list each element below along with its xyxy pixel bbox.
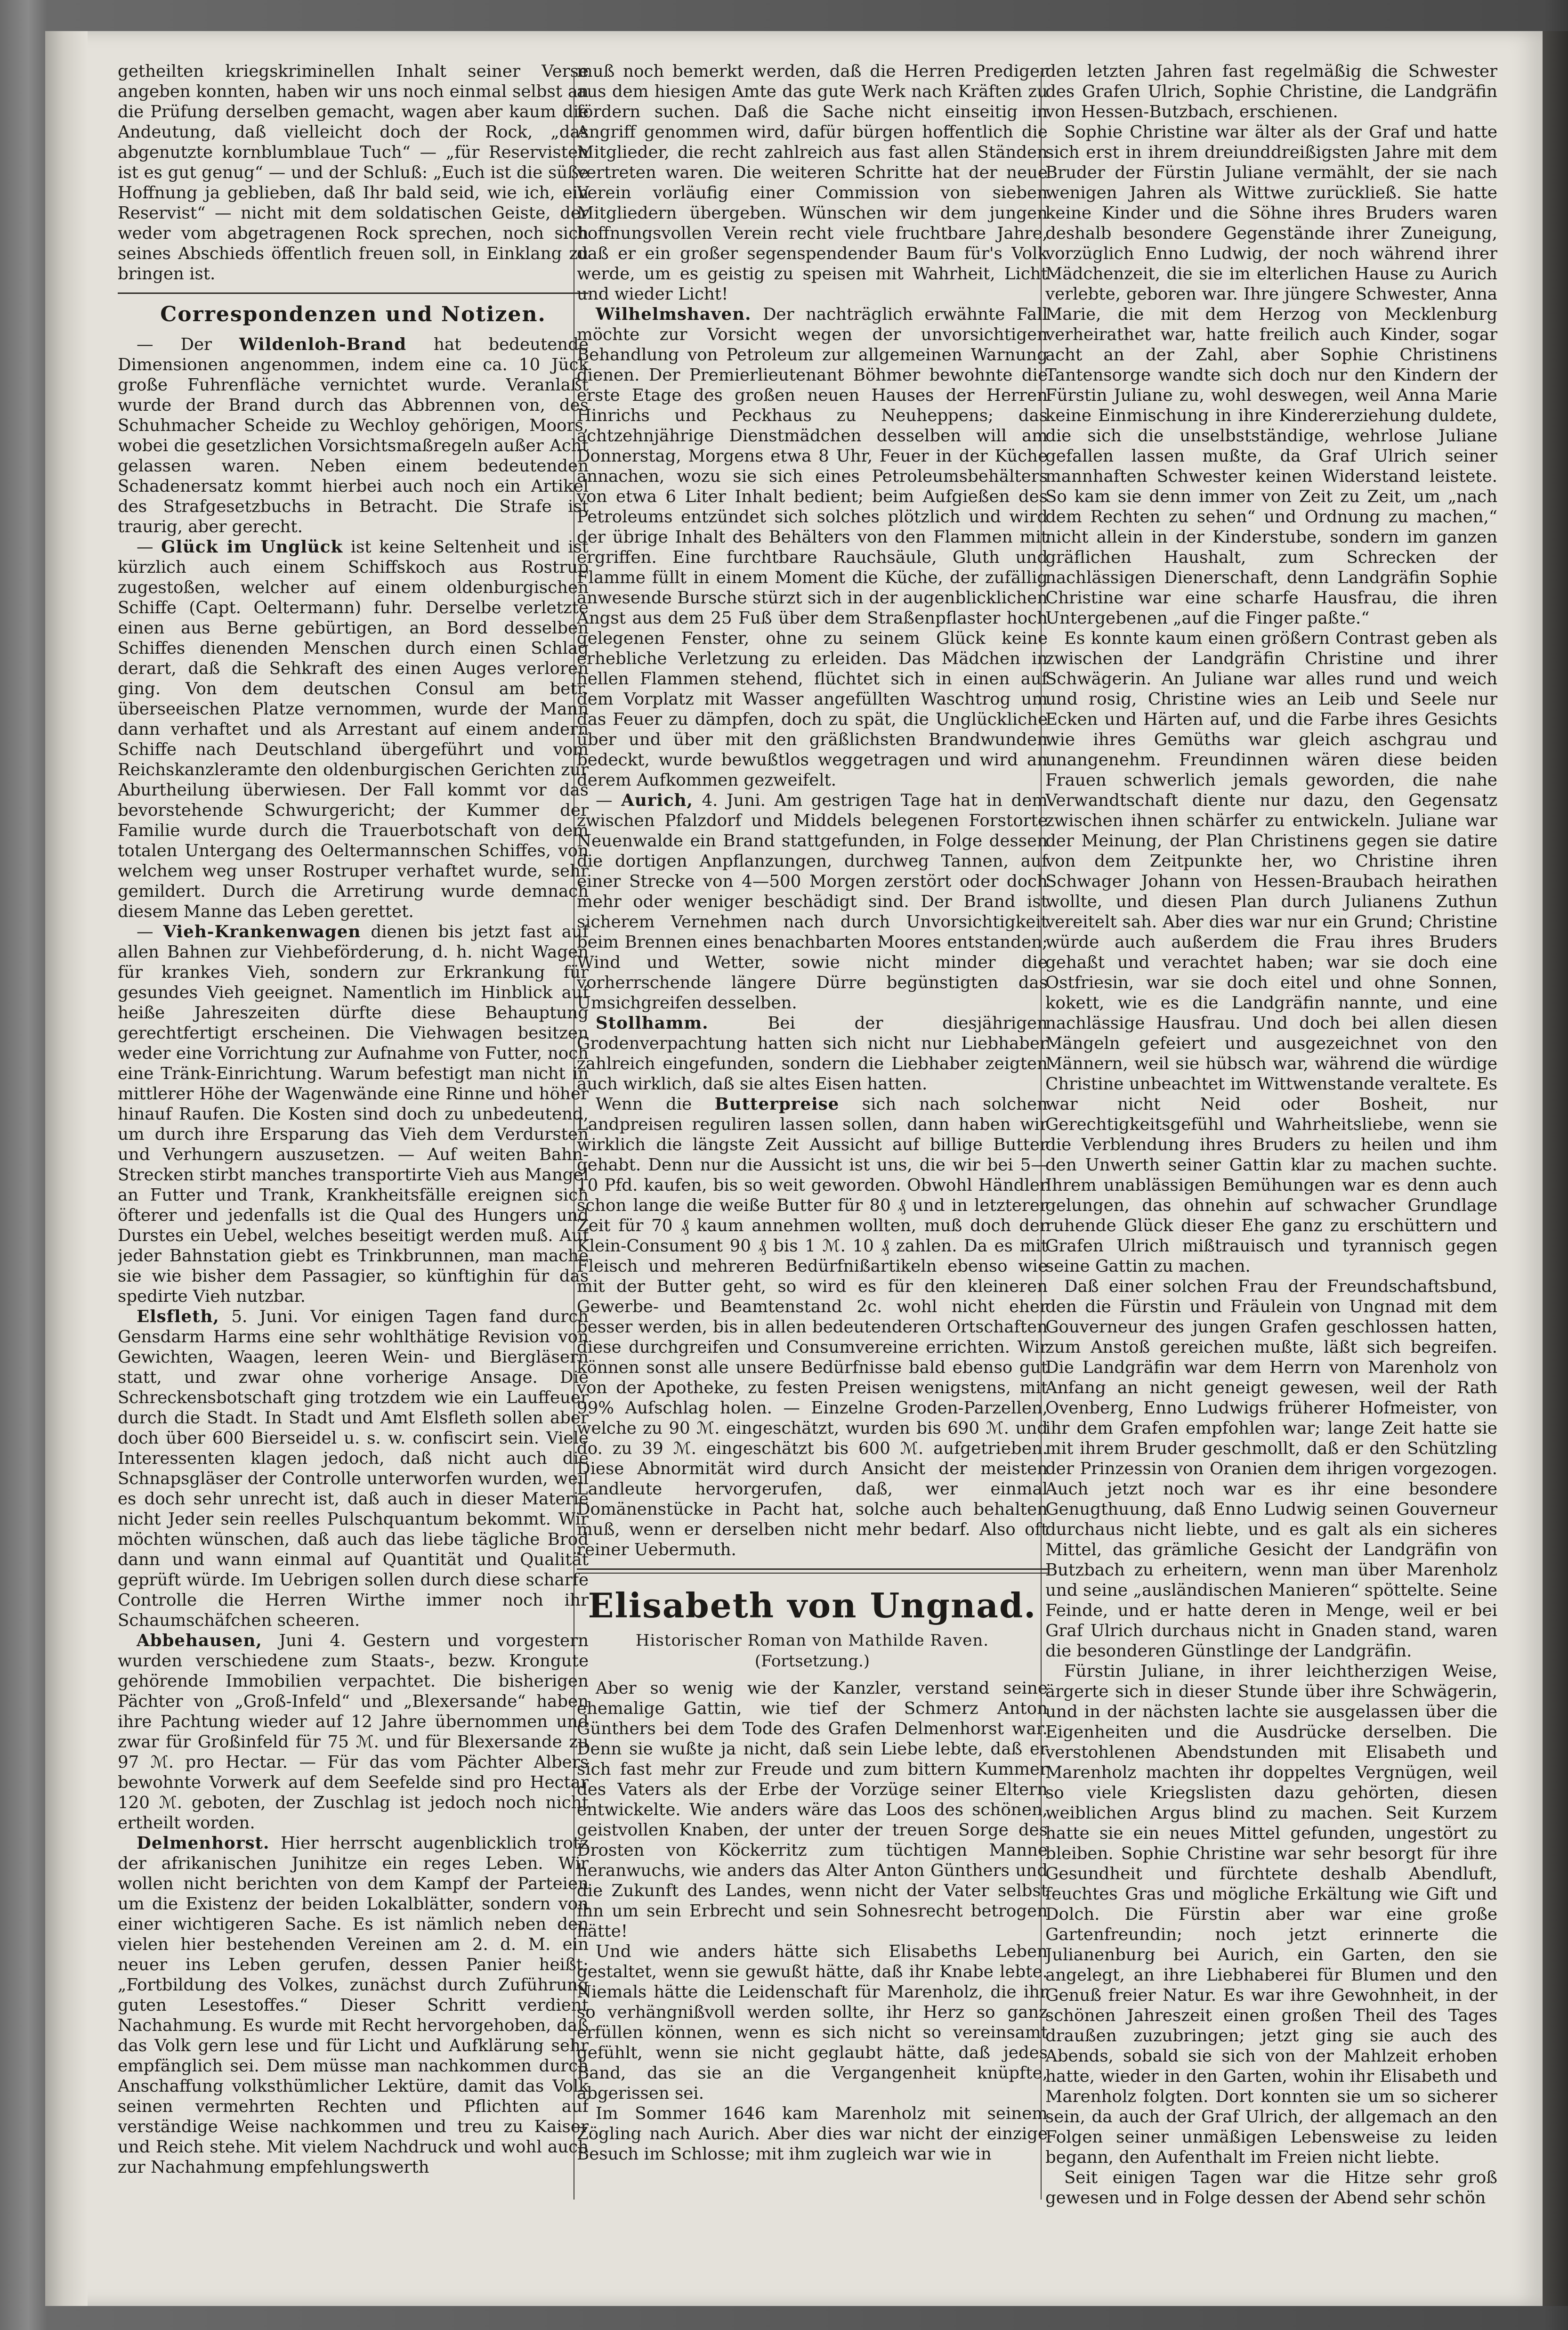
intro-paragraph: getheilten kriegskriminellen Inhalt seiner Verse angeben konnten, haben wir uns noch einmal selbst an die Prüfung derselben gemacht, wagen aber kaum die Andeutung, daß vielleicht doch der Rock, „das abgenutzte kornblumblaue Tuch“ — „für Reservisten ist es gut genug“ — und der Schluß: „Euch ist die süße Hoffnung ja geblieben, daß Ihr bald seid, wie ich, ein Reservist“ — nicht mit dem soldatischen Geiste, der weder vom abgetragenen Rock sprechen, noch sich seines Abschieds öffentlich freuen soll, in Einklang zu bringen ist. <box>118 62 589 284</box>
column-1 <box>118 61 589 2209</box>
novel-paragraph: den letzten Jahren fast regelmäßig die Schwester des Grafen Ulrich, Sophie Christine, die Landgräfin von Hessen-Butzbach, erschienen. <box>1045 62 1497 122</box>
feuilleton-divider-top <box>577 1568 1048 1570</box>
article-vieh: — Vieh-Krankenwagen dienen bis jetzt fast auf allen Bahnen zur Viehbeförderung, d. h. nicht Wagen für krankes Vieh, sondern zur Erkrankung für gesundes Vieh geeignet. Namentlich im Hinblick auf heiße Jahreszeiten dürfte diese Behauptung gerechtfertigt erscheinen. Die Viehwagen besitzen weder eine Vorrichtung zur Aufnahme von Futter, noch eine Tränk-Einrichtung. Warum befestigt man nicht in mittlerer Höhe der Wagenwände eine Rinne und höher hinauf Raufen. Die Kosten sind doch zu unbedeutend, um durch ihre Ersparung das Vieh dem Verdursten und Verhungern auszusetzen. — Auf weiten Bahn-Strecken stirbt manches transportirte Vieh aus Mangel an Futter und Trank, Krankheitsfälle ereignen sich öfterer und jedenfalls ist die Qual des Hungers und Durstes ein Uebel, welches beseitigt werden muß. Auf jeder Bahnstation giebt es Trinkbrunnen, man mache sie wie bisher dem Passagier, so künftighin für das spedirte Vieh nutzbar. <box>118 922 589 1306</box>
article-wilhelmshaven <box>577 304 1048 790</box>
article-abbehausen <box>118 1631 589 1833</box>
article-body: Der nachträglich erwähnte Fall möchte zur Vorsicht wegen der unvorsichtigen Behandlung von Petroleum zur allgemeinen Warnung dienen. Der Premierlieutenant Böhmer bewohnte die erste Etage des großen neuen Hauses der Herren Hinrichs und Peckhaus zu Neuheppens; das achtzehnjährige Dienstmädchen desselben will am Donnerstag, Morgens etwa 8 Uhr, Feuer in der Küche annachen, wozu sie sich eines Petroleumsbehälters von etwa 6 Liter Inhalt bedient; beim Aufgießen des Petroleums entzündet sich solches plötzlich und wird der übrige Inhalt des Behälters von den Flammen mit ergriffen. Eine furchtbare Rauchsäule, Gluth und Flamme füllt in einem Moment die Küche, der zufällig anwesende Bursche stürzt sich in der augenblicklichen Angst aus dem 25 Fuß über dem Straßenpflaster hoch gelegenen Fenster, ohne zu seinem Glück keine erhebliche Verletzung zu erleiden. Das Mädchen in hellen Flammen stehend, flüchtet sich in einen auf dem Vorplatz mit Wasser angefüllten Waschtrog um das Feuer zu dämpfen, doch zu spät, die Unglückliche über und über mit den gräßlichsten Brandwunden bedeckt, wurde bewußtlos weggetragen und wird an derem Aufkommen gezweifelt. <box>577 305 1048 790</box>
novel-subtitle: Historischer Roman von Mathilde Raven. <box>635 1631 989 1650</box>
article-heading: Aurich, <box>621 791 693 810</box>
article-heading: Stollhamm. <box>596 1014 709 1033</box>
article-body: ist keine Seltenheit und ist kürzlich auch einem Schiffskoch aus Rostrup zugestoßen, welcher auf einem oldenburgischen Schiffe (Capt. Oeltermann) fuhr. Derselbe verletzte einen aus Berne gebürtigen, an Bord desselben Schiffes dienenden Menschen durch einen Schlag derart, daß die Sehkraft des einen Auges verloren ging. Von dem deutschen Consul am betr. überseeischen Platze vernommen, wurde der Mann dann verhaftet und als Arrestant auf einem andern Schiffe nach Deutschland übergeführt und vom Reichskanzleramte den oldenburgischen Gerichten zur Aburtheilung überwiesen. Der Fall kommt vor das bevorstehende Schwurgericht; der Kummer der Familie wurde durch die Trauerbotschaft von dem totalen Untergang des Oeltermannschen Schiffes, von welchem weg unser Rostruper verhaftet wurde, sehr gemildert. Durch die Arretirung wurde demnach diesem Manne das Leben gerettet. <box>118 537 589 921</box>
novel-paragraph: Und wie anders hätte sich Elisabeths Leben gestaltet, wenn sie gewußt hätte, daß ihr Knabe lebte. Niemals hätte die Leidenschaft für Marenholz, die ihr so verhängnißvoll werden sollte, ihr Herz so ganz erfüllen können, wenn es sich nicht so vereinsamt gefühlt, wenn sie nicht geglaubt hätte, daß jedes Band, das sie an die Vergangenheit knüpfte, abgerissen sei. <box>577 1942 1048 2103</box>
article-wildenloh: — Der Wildenloh-Brand hat bedeutende Dimensionen angenommen, indem eine ca. 10 Jück große Fuhrenfläche vernichtet wurde. Veranlaßt wurde der Brand durch das Abbrennen von, des Schuhmacher Scheide zu Wechloy gehörigen, Moors, wobei die gesetzlichen Vorsichtsmaßregeln außer Acht gelassen waren. Neben einem bedeutenden Schadenersatz kommt hierbei auch noch ein Artikel des Strafgesetzbuchs in Betracht. Die Strafe ist traurig, aber gerecht. <box>118 335 589 536</box>
article-body: hat bedeutende Dimensionen angenommen, indem eine ca. 10 Jück große Fuhrenfläche vernichtet wurde. Veranlaßt wurde der Brand durch das Abbrennen von, des Schuhmacher Scheide zu Wechloy gehörigen, Moors, wobei die gesetzlichen Vorsichtsmaßregeln außer Acht gelassen waren. Neben einem bedeutenden Schadenersatz kommt hierbei auch noch ein Artikel des Strafgesetzbuchs in Betracht. Die Strafe ist traurig, aber gerecht. <box>118 335 589 536</box>
article-heading: Wildenloh-Brand <box>239 335 407 354</box>
novel-title: Elisabeth von Ungnad. <box>588 1585 1037 1625</box>
novel-paragraph: Seit einigen Tagen war die Hitze sehr groß gewesen und in Folge dessen der Abend sehr schön <box>1045 2168 1497 2208</box>
article-heading: Vieh-Krankenwagen <box>163 922 361 942</box>
article-heading: Elsfleth, <box>137 1307 219 1326</box>
article-body: sich nach solchen Landpreisen reguliren lassen sollen, dann haben wir wirklich die längste Zeit Aussicht auf billige Butter gehabt. Denn nur die Aussicht ist uns, die wir bei 5—10 Pfd. kaufen, bis so weit geworden. Obwohl Händler schon lange die weiße Butter für 80 ₰ und in letzterer Zeit für 70 ₰ kaum annehmen wollten, muß doch der Klein-Consument 90 ₰ bis 1 ℳ. 10 ₰ zahlen. Da es mit Fleisch und mehreren Bedürfnißartikeln ebenso wie mit der Butter geht, so wird es für den kleineren Gewerbe- und Beamtenstand 2c. wohl nicht eher besser werden, bis in allen bedeutenderen Ortschaften diese durchgreifen und Consumvereine errichten. Wir können sonst alle unsere Bedürfnisse bald ebenso gut von der Apotheke, zu festen Preisen wenigstens, mit 99% Aufschlag holen. — Einzelne Groden-Parzellen, welche zu 90 ℳ. eingeschätzt, wurden bis 690 ℳ. und do. zu 39 ℳ. eingeschätzt bis 600 ℳ. aufgetrieben. Diese Abnormität wird durch Ansicht der meisten Landleute hervorgerufen, daß, wer einmal Domänenstücke in Pacht hat, solche auch behalten muß, wenn er derselben nicht mehr bedarf. Also oft reiner Uebermuth. <box>577 1095 1048 1559</box>
page-edge-shadow <box>1543 31 1568 2306</box>
article-body: 4. Juni. Am gestrigen Tage hat in dem zwischen Pfalzdorf und Middels belegenen Forstorte Neuenwalde ein Brand stattgefunden, in Folge dessen die dortigen Anpflanzungen, durchweg Tannen, auf einer Strecke von 4—500 Morgen zerstört oder doch mehr oder weniger beschädigt sind. Der Brand ist sicherem Vernehmen nach durch Unvorsichtigkeit beim Brennen eines benachbarten Moores entstanden; Wind und Wetter, sowie nicht minder die vorherrschende längere Dürre begünstigten das Umsichgreifen desselben. <box>577 791 1048 1013</box>
article-lead: Wenn die <box>596 1095 692 1114</box>
article-heading: Abbehausen, <box>137 1631 262 1650</box>
article-body: dienen bis jetzt fast auf allen Bahnen zur Viehbeförderung, d. h. nicht Wagen für krankes Vieh, sondern zur Erkrankung für gesundes Vieh geeignet. Namentlich im Hinblick auf heiße Jahreszeiten dürfte diese Behauptung gerechtfertigt erscheinen. Die Viehwagen besitzen weder eine Vorrichtung zur Aufnahme von Futter, noch eine Tränk-Einrichtung. Warum befestigt man nicht in mittlerer Höhe der Wagenwände eine Rinne und höher hinauf Raufen. Die Kosten sind doch zu unbedeutend, um durch ihre Ersparung das Vieh dem Verdursten und Verhungern auszusetzen. — Auf weiten Bahn-Strecken stirbt manches transportirte Vieh aus Mangel an Futter und Trank, Krankheitsfälle ereignen sich öfterer und jedenfalls ist die Qual des Hungers und Durstes ein Uebel, welches beseitigt werden muß. Auf jeder Bahnstation giebt es Trinkbrunnen, man mache sie wie bisher dem Passagier, so künftighin für das spedirte Vieh nutzbar. <box>118 922 589 1306</box>
article-heading: Wilhelmshaven. <box>596 305 752 324</box>
article-butterpreise <box>577 1094 1048 1560</box>
article-body: Hier herrscht augenblicklich trotz der afrikanischen Junihitze ein reges Leben. Wir wollen nicht berichten von dem Kampf der Parteien um die Existenz der beiden Lokalblätter, sondern von einer wichtigeren Sache. Es ist nämlich neben den vielen hier bestehenden Vereinen am 2. d. M. ein neuer ins Leben gerufen, dessen Panier heißt: „Fortbildung des Volkes, zunächst durch Zuführung guten Lesestoffes.“ Dieser Schritt verdient Nachahmung. Es wurde mit Recht hervorgehoben, daß das Volk gern lese und für Licht und Aufklärung sehr empfänglich sei. Dem müsse man nachkommen durch Anschaffung volksthümlicher Lektüre, damit das Volk seinen vermehrten Rechten und Pflichten auf verständige Weise nachkommen und treu zu Kaiser und Reich stehe. Mit vielem Nachdruck und wohl auch zur Nachahmung empfehlungswerth <box>118 1834 589 2177</box>
novel-paragraph: Daß einer solchen Frau der Freundschaftsbund, den die Fürstin und Fräulein von Ungnad mit dem Gouverneur des jungen Grafen geschlossen hatten, zum Anstoß gereichen mußte, läßt sich begreifen. Die Landgräfin war dem Herrn von Marenholz von Anfang an nicht geneigt gewesen, weil der Rath Ovenberg, Enno Ludwigs früherer Hofmeister, von ihr dem Grafen empfohlen war; lange Zeit hatte sie mit ihrem Bruder geschmollt, daß er den Schützling der Prinzessin von Oranien dem ihrigen vorgezogen. Auch jetzt noch war es ihr eine besondere Genugthuung, daß Enno Ludwig seinen Gouverneur durchaus nicht liebte, und es galt als ein sicheres Mittel, das grämliche Gesicht der Landgräfin von Butzbach zu erheitern, wenn man über Marenholz und seine „ausländischen Manieren“ spöttelte. Seine Feinde, und er hatte deren in Menge, weil er bei Graf Ulrich durchaus nicht in Gnaden stand, waren die besonderen Günstlinge der Landgräfin. <box>1045 1277 1497 1661</box>
article-elsfleth <box>118 1307 589 1631</box>
article-delmenhorst <box>118 1833 589 2177</box>
article-body: 5. Juni. Vor einigen Tagen fand durch Gensdarm Harms eine sehr wohlthätige Revision von Gewichten, Waagen, leeren Wein- und Biergläsern statt, und zwar ohne vorherige Ansage. Die Schreckensbotschaft ging trotzdem wie ein Lauffeuer durch die Stadt. In Stadt und Amt Elsfleth sollen aber doch über 600 Bierseidel u. s. w. confiscirt sein. Viele Interessenten klagen jedoch, daß nicht auch die Schnapsgläser der Controlle unterworfen wurden, weil es doch sehr unrecht ist, daß auch in dieser Materie nicht Jeder sein reelles Pulschquantum bekommt. Wir möchten wünschen, daß auch das liebe tägliche Brod dann und wann einmal auf Quantität und Qualität geprüft würde. Im Uebrigen sollen durch diese scharfe Controlle die Herren Wirthe immer noch ihr Schaumschäfchen scheeren. <box>118 1307 589 1630</box>
section-title: Correspondenzen und Notizen. <box>160 302 546 326</box>
continued-paragraph: muß noch bemerkt werden, daß die Herren Prediger aus dem hiesigen Amte das gute Werk nach Kräften zu fördern suchen. Daß die Sache nicht einseitig in Angriff genommen wird, dafür bürgen hoffentlich die Mitglieder, die recht zahlreich aus fast allen Ständen vertreten waren. Die weiteren Schritte hat der neue Verein vorläufig einer Commission von sieben Mitgliedern übergeben. Wünschen wir dem jungen hoffnungsvollen Verein recht viele fruchtbare Jahre, daß er ein großer segenspendender Baum für's Volk werde, um es geistig zu speisen mit Wahrheit, Licht und wieder Licht! <box>577 62 1048 304</box>
article-body: Juni 4. Gestern und vorgestern wurden verschiedene zum Staats-, bezw. Krongute gehörende Immobilien verpachtet. Die bisherigen Pächter von „Groß-Infeld“ und „Blexersande“ haben ihre Pachtung wieder auf 12 Jahre übernommen und zwar für Großinfeld für 75 ℳ. und für Blexersande zu 97 ℳ. pro Hectar. — Für das vom Pächter Albers bewohnte Vorwerk auf dem Seefelde sind pro Hectar 120 ℳ. geboten, der Zuschlag ist jedoch noch nicht ertheilt worden. <box>118 1631 589 1833</box>
novel-paragraph: Es konnte kaum einen größern Contrast geben als zwischen der Landgräfin Christine und ihrer Schwägerin. An Juliane war alles rund und weich und rosig, Christine wies an Leib und Seele nur Ecken und Härten auf, und die Farbe ihres Gesichts wie ihres Gemüths war gleich aschgrau und unangenehm. Freundinnen wären diese beiden Frauen schwerlich jemals geworden, die nahe Verwandtschaft diente nur dazu, den Gegensatz zwischen ihnen schärfer zu entwickeln. Juliane war der Meinung, der Plan Christinens gegen sie datire von dem Zeitpunkte her, wo Christine ihren Schwager Johann von Hessen-Braubach heirathen wollte, und diesen Plan durch Julianens Zuthun vereitelt sah. Aber dies war nur ein Grund; Christine würde auch außerdem die Frau ihres Bruders gehaßt und verachtet haben; war sie doch eine Ostfriesin, war sie doch eitel und ohne Sonnen, kokett, wie es die Landgräfin nannte, und eine nachlässige Hausfrau. Und doch bei allen diesen Mängeln gefeiert und ausgezeichnet von den Männern, weil sie hübsch war, während die würdige Christine unbeachtet im Wittwenstande veraltete. Es war nicht Neid oder Bosheit, nur Gerechtigkeitsgefühl und Wahrheitsliebe, wenn sie die Verblendung ihres Bruders zu heilen und ihm den Unwerth seiner Gattin klar zu machen suchte. Ihrem unablässigen Bemühungen war es denn auch gelungen, das ohnehin auf schwacher Grundlage ruhende Glück dieser Ehe ganz zu erschüttern und Grafen Ulrich mißtrauisch und tyrannisch gegen seine Gattin zu machen. <box>1045 629 1497 1276</box>
novel-paragraph: Fürstin Juliane, in ihrer leichtherzigen Weise, ärgerte sich in dieser Stunde über ihre Schwägerin, und in der nächsten lachte sie ausgelassen über die Eigenheiten und die Ausdrücke derselben. Die verstohlenen Abendstunden mit Elisabeth und Marenholz machten ihr doppeltes Vergnügen, weil so viele Kriegslisten dazu gehörten, diesen weiblichen Argus blind zu machen. Seit Kurzem hatte sie ein neues Mittel gefunden, ungestört zu bleiben. Sophie Christine war sehr besorgt für ihre Gesundheit und fürchtete deshalb Abendluft, feuchtes Gras und mögliche Erkältung wie Gift und Dolch. Die Fürstin aber war eine große Gartenfreundin; noch jetzt erinnerte die Julianenburg bei Aurich, ein Garten, den sie angelegt, an ihre Liebhaberei für Blumen und den Genuß freier Natur. Es war ihre Gewohnheit, in der schönen Jahreszeit einen großen Theil des Tages draußen zuzubringen; jetzt ging sie auch des Abends, sobald sie sich von der Mahlzeit erhoben hatte, wieder in den Garten, wohin ihr Elisabeth und Marenholz folgten. Dort konnten sie um so sicherer sein, da auch der Graf Ulrich, der allgemach an den Folgen seiner unmäßigen Lebensweise zu leiden begann, den Aufenthalt im Freien nicht liebte. <box>1045 1662 1497 2167</box>
article-aurich: — Aurich, 4. Juni. Am gestrigen Tage hat in dem zwischen Pfalzdorf und Middels belegenen Forstorte Neuenwalde ein Brand stattgefunden, in Folge dessen die dortigen Anpflanzungen, durchweg Tannen, auf einer Strecke von 4—500 Morgen zerstört oder doch mehr oder weniger beschädigt sind. Der Brand ist sicherem Vernehmen nach durch Unvorsichtigkeit beim Brennen eines benachbarten Moores entstanden; Wind und Wetter, sowie nicht minder die vorherrschende längere Dürre begünstigten das Umsichgreifen desselben. <box>577 791 1048 1013</box>
novel-paragraph: Aber so wenig wie der Kanzler, verstand seine ehemalige Gattin, wie tief der Schmerz Anton Günthers bei dem Tode des Grafen Delmenhorst war. Denn sie wußte ja nicht, daß sein Liebe lebte, daß er sich fast mehr zur Freude und zum bittern Kummer des Vaters als der Erbe der Vorzüge seiner Eltern entwickelte. Wie anders wäre das Loos des schönen, geistvollen Knaben, der unter der treuen Sorge des Drosten von Köckerritz zum tüchtigen Manne heranwuchs, wie anders das Alter Anton Günthers und die Zukunft des Landes, wenn nicht der Vater selbst ihn um sein Erbrecht und sein Sohnesrecht betrogen hätte! <box>577 1679 1048 1941</box>
article-stollhamm <box>577 1013 1048 1094</box>
article-body: Bei der diesjährigen Grodenverpachtung hatten sich nicht nur Liebhaber zahlreich eingefunden, sondern die Liebhaber zeigten auch wirklich, daß sie altes Eisen hatten. <box>577 1014 1048 1094</box>
column-3 <box>1045 61 1497 2209</box>
article-glueck: — Glück im Unglück ist keine Seltenheit und ist kürzlich auch einem Schiffskoch aus Rostrup zugestoßen, welcher auf einem oldenburgischen Schiffe (Capt. Oeltermann) fuhr. Derselbe verletzte einen aus Berne gebürtigen, an Bord desselben Schiffes dienenden Menschen durch einen Schlag derart, daß die Sehkraft des einen Auges verloren ging. Von dem deutschen Consul am betr. überseeischen Platze vernommen, wurde der Mann dann verhaftet und als Arrestant auf einem andern Schiffe nach Deutschland übergeführt und vom Reichskanzleramte den oldenburgischen Gerichten zur Aburtheilung überwiesen. Der Fall kommt vor das bevorstehende Schwurgericht; der Kummer der Familie wurde durch die Trauerbotschaft von dem totalen Untergang des Oeltermannschen Schiffes, von welchem weg unser Rostruper verhaftet wurde, sehr gemildert. Durch die Arretirung wurde demnach diesem Manne das Leben gerettet. <box>118 537 589 921</box>
feuilleton-divider-bottom <box>577 1573 1048 1574</box>
page-binding <box>45 31 88 2306</box>
novel-continuation-note: (Fortsetzung.) <box>754 1652 870 1671</box>
section-divider <box>118 292 589 294</box>
novel-paragraph: Sophie Christine war älter als der Graf und hatte sich erst in ihrem dreiunddreißigsten Jahre mit dem Bruder der Fürstin Juliane vermählt, der sie nach wenigen Jahren als Wittwe zurückließ. Sie hatte keine Kinder und die Söhne ihres Bruders waren deshalb besondere Gegenstände ihrer Zuneigung, vorzüglich Enno Ludwig, der noch während ihrer Mädchenzeit, die sie im elterlichen Hause zu Aurich verlebte, geboren war. Ihre jüngere Schwester, Anna Marie, die mit dem Herzog von Mecklenburg verheirathet war, hatte freilich auch Kinder, sogar acht an der Zahl, aber Sophie Christinens Tantensorge wandte sich doch nur den Kindern der Fürstin Juliane zu, wohl deswegen, weil Anna Marie keine Einmischung in ihre Kindererziehung duldete, die sich die unselbstständige, wehrlose Juliane gefallen lassen mußte, da Graf Ulrich seiner mannhaften Schwester keinen Widerstand leistete. So kam sie denn immer von Zeit zu Zeit, um „nach dem Rechten zu sehen“ und Ordnung zu machen,“ nicht allein in der Kinderstube, sondern im ganzen gräflichen Haushalt, zum Schrecken der nachlässigen Dienerschaft, denn Landgräfin Sophie Christine war eine scharfe Hausfrau, die ihren Untergebenen „auf die Finger paßte.“ <box>1045 122 1497 628</box>
article-heading: Delmenhorst. <box>137 1834 270 1853</box>
article-heading: Glück im Unglück <box>161 537 343 557</box>
novel-paragraph: Im Sommer 1646 kam Marenholz mit seinem Zögling nach Aurich. Aber dies war nicht der einzige Besuch im Schlosse; mit ihm zugleich war wie in <box>577 2104 1048 2164</box>
column-2 <box>577 61 1048 2209</box>
article-heading: Butterpreise <box>714 1095 840 1114</box>
